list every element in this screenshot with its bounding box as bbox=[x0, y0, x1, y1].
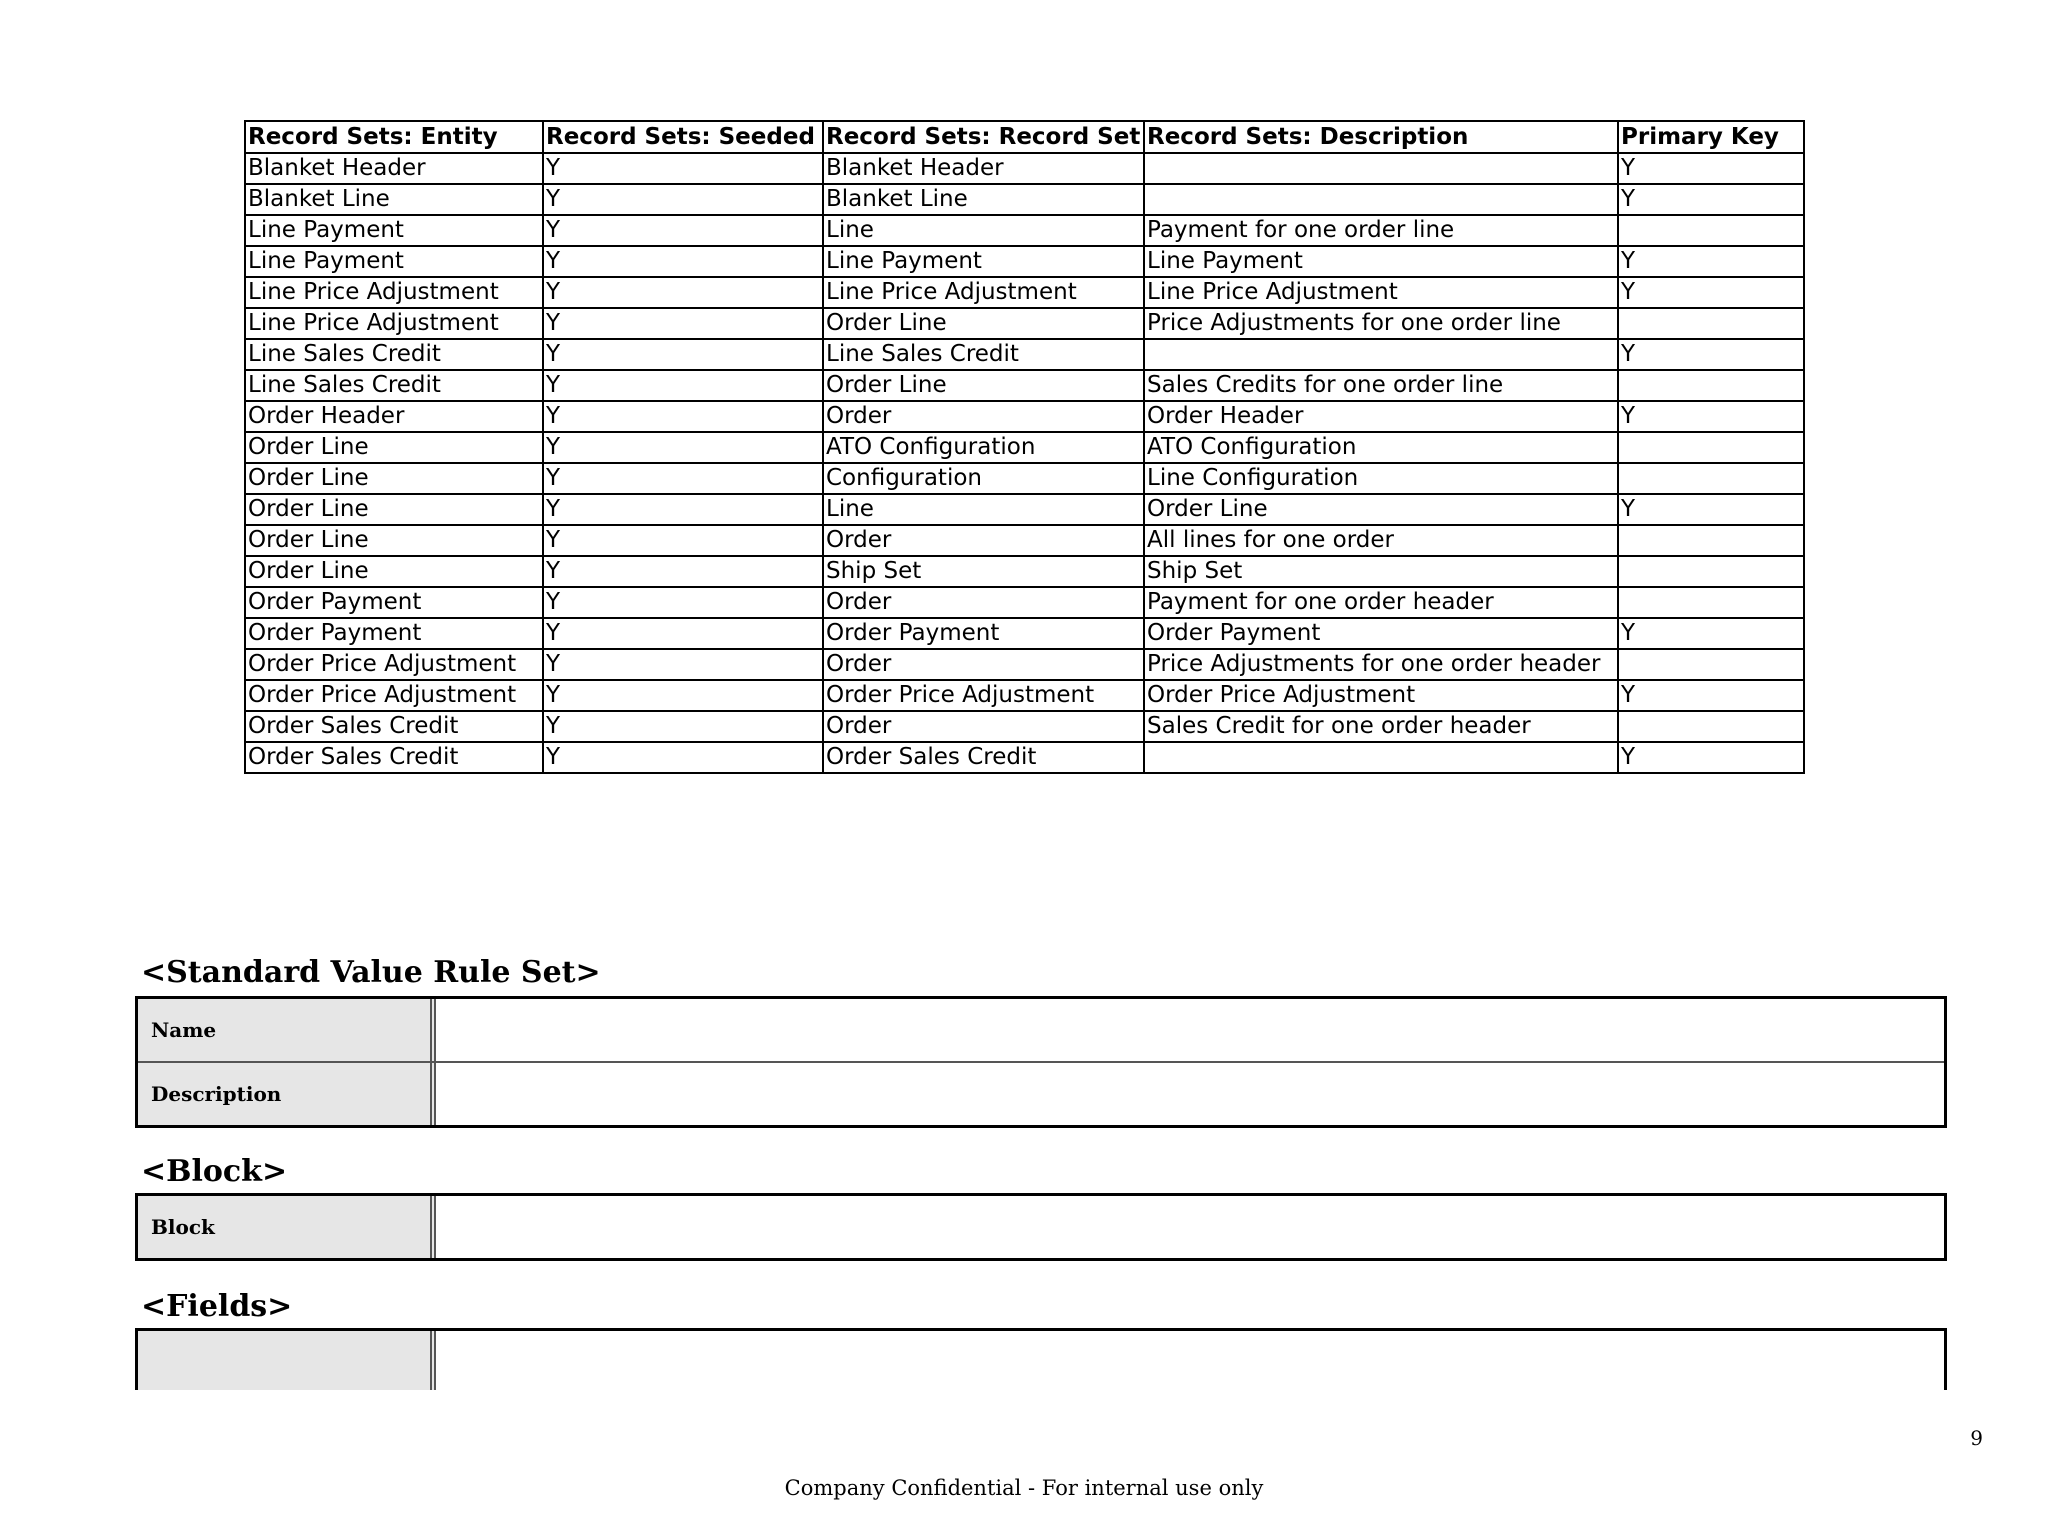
table-cell: Y bbox=[543, 742, 823, 773]
table-cell bbox=[1618, 711, 1804, 742]
table-cell: Order Line bbox=[823, 370, 1144, 401]
table-cell: Order Payment bbox=[823, 618, 1144, 649]
table-cell: Order Payment bbox=[245, 587, 543, 618]
standard-value-rule-set-form bbox=[135, 996, 1947, 1128]
table-cell: Price Adjustments for one order line bbox=[1144, 308, 1618, 339]
table-cell: Line Payment bbox=[245, 215, 543, 246]
table-cell: Y bbox=[543, 711, 823, 742]
table-cell: Line Price Adjustment bbox=[245, 308, 543, 339]
table-cell bbox=[1618, 215, 1804, 246]
table-row bbox=[245, 587, 1804, 618]
table-row bbox=[245, 494, 1804, 525]
table-cell: Line bbox=[823, 494, 1144, 525]
table-row bbox=[245, 680, 1804, 711]
table-row bbox=[245, 525, 1804, 556]
table-cell: Y bbox=[543, 370, 823, 401]
table-cell: Line Payment bbox=[823, 246, 1144, 277]
table-cell: Blanket Line bbox=[823, 184, 1144, 215]
table-cell: Order Line bbox=[245, 556, 543, 587]
table-cell: Order Line bbox=[245, 432, 543, 463]
table-cell: Y bbox=[543, 556, 823, 587]
table-cell bbox=[1144, 339, 1618, 370]
table-cell: Y bbox=[1618, 153, 1804, 184]
block-form bbox=[135, 1193, 1947, 1261]
column-header: Record Sets: Seeded bbox=[543, 121, 823, 153]
table-cell bbox=[1618, 308, 1804, 339]
table-cell: Order Sales Credit bbox=[245, 711, 543, 742]
table-cell: Line Payment bbox=[245, 246, 543, 277]
name-value bbox=[436, 999, 1944, 1061]
table-cell: Y bbox=[543, 649, 823, 680]
column-header: Primary Key bbox=[1618, 121, 1804, 153]
table-cell: Order bbox=[823, 401, 1144, 432]
table-row bbox=[245, 308, 1804, 339]
table-cell: Order Price Adjustment bbox=[245, 649, 543, 680]
table-cell: Order bbox=[823, 649, 1144, 680]
table-cell: Y bbox=[1618, 246, 1804, 277]
table-cell: Y bbox=[543, 246, 823, 277]
table-cell: Y bbox=[543, 463, 823, 494]
table-cell: Order Price Adjustment bbox=[245, 680, 543, 711]
table-cell: Price Adjustments for one order header bbox=[1144, 649, 1618, 680]
fields-label bbox=[138, 1331, 436, 1390]
column-header: Record Sets: Record Set bbox=[823, 121, 1144, 153]
table-cell: Y bbox=[1618, 742, 1804, 773]
table-cell: Line Price Adjustment bbox=[245, 277, 543, 308]
block-label: Block bbox=[138, 1196, 436, 1258]
table-cell: Y bbox=[543, 153, 823, 184]
table-row bbox=[245, 556, 1804, 587]
table-cell: Order bbox=[823, 525, 1144, 556]
table-cell: Payment for one order line bbox=[1144, 215, 1618, 246]
table-row bbox=[245, 401, 1804, 432]
table-cell bbox=[1618, 370, 1804, 401]
table-cell: Ship Set bbox=[823, 556, 1144, 587]
block-heading: <Block> bbox=[141, 1154, 288, 1189]
table-row bbox=[245, 153, 1804, 184]
table-cell: Y bbox=[543, 308, 823, 339]
table-cell bbox=[1144, 742, 1618, 773]
table-cell: Y bbox=[543, 494, 823, 525]
description-value bbox=[436, 1063, 1944, 1125]
table-cell: Sales Credits for one order line bbox=[1144, 370, 1618, 401]
table-cell: Line Sales Credit bbox=[245, 339, 543, 370]
table-cell bbox=[1144, 184, 1618, 215]
table-cell: All lines for one order bbox=[1144, 525, 1618, 556]
table-cell: Y bbox=[543, 680, 823, 711]
table-cell: Line bbox=[823, 215, 1144, 246]
table-header-row bbox=[245, 121, 1804, 153]
table-row bbox=[245, 339, 1804, 370]
column-header: Record Sets: Entity bbox=[245, 121, 543, 153]
table-cell: Order Line bbox=[1144, 494, 1618, 525]
table-row bbox=[245, 618, 1804, 649]
table-cell: ATO Configuration bbox=[1144, 432, 1618, 463]
table-cell: Blanket Header bbox=[245, 153, 543, 184]
table-cell: Line Sales Credit bbox=[245, 370, 543, 401]
table-cell: Order Header bbox=[245, 401, 543, 432]
table-cell: Order Price Adjustment bbox=[1144, 680, 1618, 711]
table-row bbox=[245, 246, 1804, 277]
table-cell: Order Line bbox=[823, 308, 1144, 339]
table-cell: Y bbox=[1618, 277, 1804, 308]
record-sets-table-body bbox=[245, 153, 1804, 773]
table-cell bbox=[1618, 649, 1804, 680]
table-cell: Order Line bbox=[245, 463, 543, 494]
table-cell: Sales Credit for one order header bbox=[1144, 711, 1618, 742]
table-cell: Order bbox=[823, 587, 1144, 618]
table-cell: Y bbox=[543, 401, 823, 432]
table-cell: Order Price Adjustment bbox=[823, 680, 1144, 711]
table-cell: Y bbox=[543, 215, 823, 246]
table-cell: Line Configuration bbox=[1144, 463, 1618, 494]
table-cell: Ship Set bbox=[1144, 556, 1618, 587]
description-row bbox=[138, 1061, 1944, 1125]
table-cell: Y bbox=[543, 184, 823, 215]
table-cell: Blanket Header bbox=[823, 153, 1144, 184]
table-cell bbox=[1144, 153, 1618, 184]
table-cell: Y bbox=[543, 525, 823, 556]
table-cell bbox=[1618, 556, 1804, 587]
table-cell bbox=[1618, 525, 1804, 556]
table-cell: Line Price Adjustment bbox=[823, 277, 1144, 308]
table-cell: Line Payment bbox=[1144, 246, 1618, 277]
table-cell: Y bbox=[1618, 494, 1804, 525]
page-number: 9 bbox=[1970, 1426, 1983, 1450]
table-cell: Y bbox=[1618, 680, 1804, 711]
table-cell: Order bbox=[823, 711, 1144, 742]
table-cell: Y bbox=[543, 339, 823, 370]
standard-value-rule-set-heading: <Standard Value Rule Set> bbox=[141, 955, 601, 990]
table-cell: Y bbox=[1618, 401, 1804, 432]
table-cell bbox=[1618, 587, 1804, 618]
table-cell: Order Payment bbox=[245, 618, 543, 649]
table-cell: Y bbox=[543, 432, 823, 463]
table-cell: Order Line bbox=[245, 525, 543, 556]
table-row bbox=[245, 184, 1804, 215]
table-cell: Order Payment bbox=[1144, 618, 1618, 649]
column-header: Record Sets: Description bbox=[1144, 121, 1618, 153]
table-row bbox=[245, 277, 1804, 308]
name-label: Name bbox=[138, 999, 436, 1061]
table-cell: Order Line bbox=[245, 494, 543, 525]
table-cell: Order Sales Credit bbox=[823, 742, 1144, 773]
table-row bbox=[245, 711, 1804, 742]
table-cell: Y bbox=[543, 618, 823, 649]
fields-heading: <Fields> bbox=[141, 1289, 293, 1324]
description-label: Description bbox=[138, 1063, 436, 1125]
table-cell: Y bbox=[1618, 184, 1804, 215]
record-sets-table bbox=[244, 120, 1805, 774]
fields-form bbox=[135, 1328, 1947, 1390]
block-value bbox=[436, 1196, 1944, 1258]
fields-row bbox=[138, 1331, 1944, 1390]
table-cell bbox=[1618, 432, 1804, 463]
table-cell: Order Header bbox=[1144, 401, 1618, 432]
table-cell: Payment for one order header bbox=[1144, 587, 1618, 618]
table-row bbox=[245, 649, 1804, 680]
record-sets-table-header bbox=[245, 121, 1804, 153]
table-cell: Configuration bbox=[823, 463, 1144, 494]
table-row bbox=[245, 463, 1804, 494]
table-cell: Line Price Adjustment bbox=[1144, 277, 1618, 308]
table-cell: ATO Configuration bbox=[823, 432, 1144, 463]
table-cell: Y bbox=[543, 277, 823, 308]
block-row bbox=[138, 1196, 1944, 1258]
table-row bbox=[245, 370, 1804, 401]
table-row bbox=[245, 432, 1804, 463]
table-cell bbox=[1618, 463, 1804, 494]
table-row bbox=[245, 215, 1804, 246]
name-row bbox=[138, 999, 1944, 1061]
fields-value bbox=[436, 1331, 1944, 1390]
table-cell: Line Sales Credit bbox=[823, 339, 1144, 370]
table-row bbox=[245, 742, 1804, 773]
table-cell: Y bbox=[543, 587, 823, 618]
table-cell: Y bbox=[1618, 339, 1804, 370]
confidential-footer: Company Confidential - For internal use only bbox=[784, 1476, 1264, 1500]
table-cell: Order Sales Credit bbox=[245, 742, 543, 773]
table-cell: Y bbox=[1618, 618, 1804, 649]
table-cell: Blanket Line bbox=[245, 184, 543, 215]
